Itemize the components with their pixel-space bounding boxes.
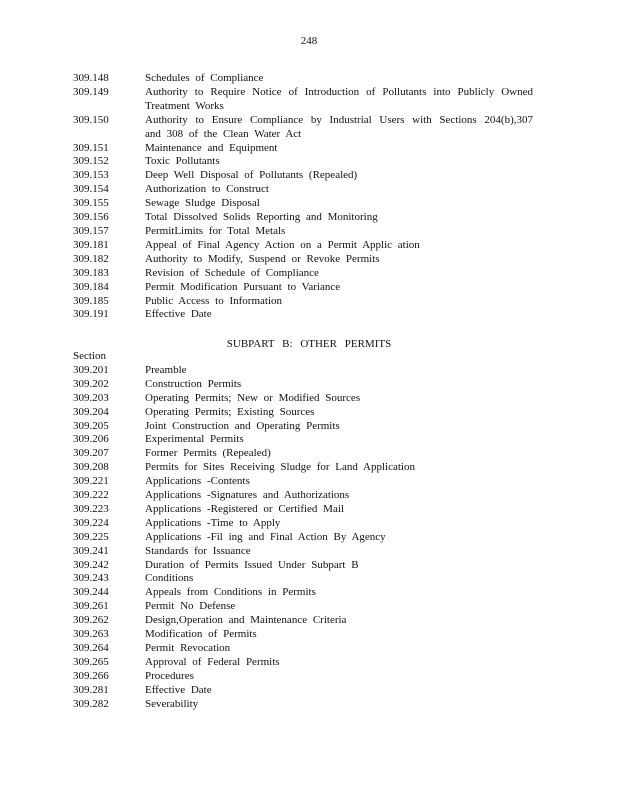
section-number: 309.150 bbox=[73, 113, 109, 126]
section-entry bbox=[73, 628, 533, 642]
section-entry bbox=[73, 406, 533, 420]
section-title: Operating Permits; Existing Sources bbox=[145, 405, 315, 418]
section-number: 309.262 bbox=[73, 614, 109, 627]
section-title: Applications -Registered or Certified Mail bbox=[145, 502, 344, 515]
section-entry bbox=[73, 281, 533, 295]
section-entry bbox=[73, 253, 533, 267]
section-title: Permit No Defense bbox=[145, 600, 236, 613]
section-entry bbox=[73, 517, 533, 531]
section-number: 309.151 bbox=[73, 141, 109, 154]
section-number: 309.265 bbox=[73, 655, 109, 668]
section-entry bbox=[73, 72, 533, 86]
section-title: Effective Date bbox=[145, 308, 212, 321]
section-number: 309.153 bbox=[73, 169, 109, 182]
section-title: Public Access to Information bbox=[145, 294, 283, 307]
section-entry bbox=[73, 656, 533, 670]
section-number: 309.223 bbox=[73, 502, 109, 515]
section-title: Toxic Pollutants bbox=[145, 155, 220, 168]
section-entry bbox=[73, 531, 533, 545]
section-number: 309.243 bbox=[73, 572, 109, 585]
section-number: 309.242 bbox=[73, 558, 109, 571]
page-number: 248 bbox=[300, 35, 318, 47]
section-title: Deep Well Disposal of Pollutants (Repealed) bbox=[145, 169, 358, 182]
section-number: 309.149 bbox=[73, 85, 109, 98]
section-number: 309.241 bbox=[73, 544, 109, 557]
section-entry bbox=[73, 420, 533, 434]
section-number: 309.222 bbox=[73, 489, 109, 502]
section-title: Approval of Federal Permits bbox=[145, 655, 280, 668]
section-entry bbox=[73, 308, 533, 322]
section-title: Procedures bbox=[145, 669, 194, 682]
section-entry bbox=[73, 642, 533, 656]
section-title: Standards for Issuance bbox=[145, 544, 251, 557]
section-title: Authority to Ensure Compliance by Industrial Users with Sections 204(b),307 and 308 of the Clean Water Act bbox=[145, 113, 533, 140]
section-title: Experimental Permits bbox=[145, 433, 244, 446]
section-title: Schedules of Compliance bbox=[145, 72, 264, 84]
section-number: 309.221 bbox=[73, 475, 109, 488]
section-title: Applications -Fil ing and Final Action By Agency bbox=[145, 530, 386, 543]
section-entry bbox=[73, 461, 533, 475]
section-title: Applications -Contents bbox=[145, 475, 250, 488]
section-number: 309.205 bbox=[73, 419, 109, 432]
section-number: 309.281 bbox=[73, 683, 109, 696]
section-title: Appeals from Conditions in Permits bbox=[145, 586, 316, 599]
section-entry bbox=[73, 211, 533, 225]
section-number: 309.208 bbox=[73, 461, 109, 474]
subpart-b-heading: SUBPART B: OTHER PERMITS bbox=[226, 338, 392, 350]
section-title: Effective Date bbox=[145, 683, 212, 696]
section-entry bbox=[73, 572, 533, 586]
section-entry bbox=[73, 670, 533, 684]
section-number: 309.264 bbox=[73, 642, 109, 655]
section-entry bbox=[73, 364, 533, 378]
section-title: Conditions bbox=[145, 572, 194, 585]
section-number: 309.154 bbox=[73, 183, 109, 196]
section-title: Applications -Time to Apply bbox=[145, 516, 281, 529]
section-title: Permit Modification Pursuant to Variance bbox=[145, 280, 341, 293]
section-number: 309.244 bbox=[73, 586, 109, 599]
section-number: 309.225 bbox=[73, 530, 109, 543]
section-title: PermitLimits for Total Metals bbox=[145, 224, 286, 237]
section-title: Appeal of Final Agency Action on a Permit Applic ation bbox=[145, 238, 420, 251]
section-title: Authorization to Construct bbox=[145, 183, 269, 196]
section-number: 309.181 bbox=[73, 238, 109, 251]
section-title: Joint Construction and Operating Permits bbox=[145, 419, 340, 432]
section-entry bbox=[73, 378, 533, 392]
section-number: 309.203 bbox=[73, 391, 109, 404]
section-entry bbox=[73, 86, 533, 114]
section-title: Permit Revocation bbox=[145, 642, 231, 655]
section-entry bbox=[73, 267, 533, 281]
section-entry bbox=[73, 698, 533, 712]
section-entry bbox=[73, 114, 533, 142]
section-title: Construction Permits bbox=[145, 377, 242, 390]
section-title: Preamble bbox=[145, 363, 187, 376]
section-number: 309.183 bbox=[73, 266, 109, 279]
section-number: 309.207 bbox=[73, 447, 109, 460]
section-entry bbox=[73, 600, 533, 614]
section-number: 309.202 bbox=[73, 377, 109, 390]
section-title: Design,Operation and Maintenance Criteria bbox=[145, 614, 347, 627]
section-number: 309.204 bbox=[73, 405, 109, 418]
section-entry bbox=[73, 169, 533, 183]
section-number: 309.184 bbox=[73, 280, 109, 293]
section-number: 309.155 bbox=[73, 197, 109, 210]
section-title: Applications -Signatures and Authorizations bbox=[145, 489, 350, 502]
section-title: Modification of Permits bbox=[145, 628, 257, 641]
section-entry bbox=[73, 392, 533, 406]
subpart-b-section-list bbox=[73, 350, 533, 712]
section-title: Permits for Sites Receiving Sludge for Land Application bbox=[145, 461, 415, 474]
section-number: 309.157 bbox=[73, 224, 109, 237]
section-title: Authority to Modify, Suspend or Revoke Permits bbox=[145, 252, 380, 265]
section-entry bbox=[73, 503, 533, 517]
section-number: 309.156 bbox=[73, 211, 109, 224]
section-entry bbox=[73, 197, 533, 211]
section-number: 309.266 bbox=[73, 669, 109, 682]
section-number: 309.206 bbox=[73, 433, 109, 446]
section-title: Total Dissolved Solids Reporting and Monitoring bbox=[145, 211, 378, 224]
section-number: 309.191 bbox=[73, 308, 109, 321]
section-entry bbox=[73, 586, 533, 600]
section-number: 309.152 bbox=[73, 155, 109, 168]
section-entry bbox=[73, 545, 533, 559]
section-entry bbox=[73, 489, 533, 503]
section-number: 309.263 bbox=[73, 628, 109, 641]
section-entry bbox=[73, 475, 533, 489]
section-entry bbox=[73, 225, 533, 239]
section-number: 309.148 bbox=[73, 72, 109, 84]
section-entry bbox=[73, 559, 533, 573]
section-title: Revision of Schedule of Compliance bbox=[145, 266, 319, 279]
section-entry bbox=[73, 183, 533, 197]
section-number: 309.261 bbox=[73, 600, 109, 613]
subpart-a-section-list bbox=[73, 72, 533, 322]
section-entry bbox=[73, 295, 533, 309]
section-number: 309.182 bbox=[73, 252, 109, 265]
section-title: Authority to Require Notice of Introduction of Pollutants into Publicly Owned Treatment Works bbox=[145, 85, 533, 112]
section-number: 309.224 bbox=[73, 516, 109, 529]
section-title: Severability bbox=[145, 697, 199, 710]
section-title: Sewage Sludge Disposal bbox=[145, 197, 260, 210]
section-number: 309.201 bbox=[73, 363, 109, 376]
section-entry bbox=[73, 433, 533, 447]
section-entry bbox=[73, 239, 533, 253]
section-number: 309.282 bbox=[73, 697, 109, 710]
section-entry bbox=[73, 684, 533, 698]
section-title: Operating Permits; New or Modified Sources bbox=[145, 391, 361, 404]
section-entry bbox=[73, 614, 533, 628]
section-entry bbox=[73, 447, 533, 461]
section-column-label: Section bbox=[73, 350, 106, 362]
section-title: Former Permits (Repealed) bbox=[145, 447, 271, 460]
section-title: Maintenance and Equipment bbox=[145, 141, 278, 154]
section-number: 309.185 bbox=[73, 294, 109, 307]
section-title: Duration of Permits Issued Under Subpart B bbox=[145, 558, 359, 571]
section-entry bbox=[73, 155, 533, 169]
section-entry bbox=[73, 142, 533, 156]
